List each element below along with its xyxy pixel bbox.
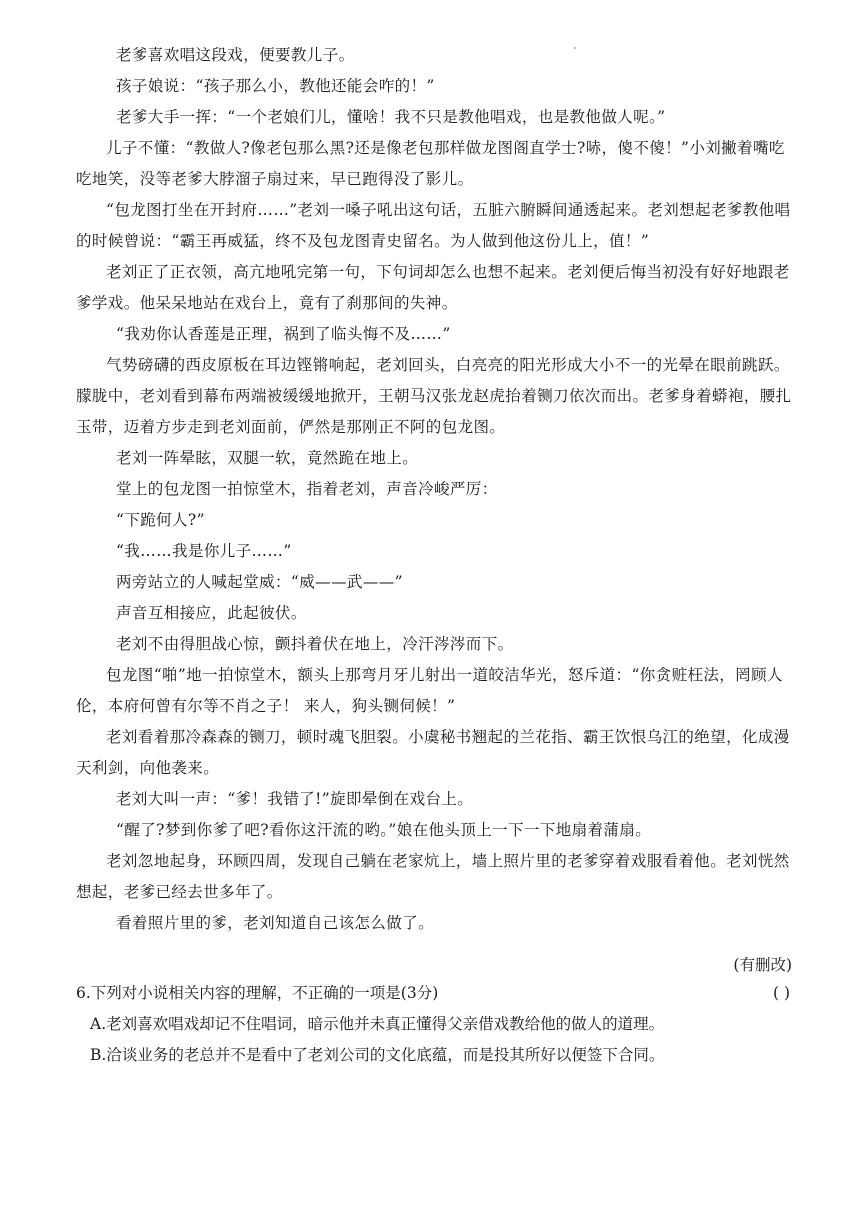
- question-stem: [76, 978, 796, 1009]
- story-paragraph: 老刘不由得胆战心惊，颤抖着伏在地上，冷汗涔涔而下。: [116, 635, 514, 653]
- story-paragraph: 老刘正了正衣领，高亢地吼完第一句，下句词却怎么也想不起来。老刘便后悔当初没有好好地跟老爹学戏。他呆呆地站在戏台上，竟有了刹那间的失神。: [76, 263, 790, 312]
- story-paragraph: 包龙图“啪”地一拍惊堂木，额头上那弯月牙儿射出一道皎洁华光，怒斥道：“你贪赃枉法，罔顾人伦，本府何曾有尔等不肖之子！ 来人，狗头铡伺候！”: [76, 666, 783, 715]
- story-paragraph: 老刘大叫一声：“爹！我错了!”旋即晕倒在戏台上。: [116, 790, 474, 808]
- story-paragraph: 孩子娘说：“孩子那么小，教他还能会咋的！”: [116, 77, 435, 95]
- question-6: [76, 978, 796, 1071]
- option-b: B.洽谈业务的老总并不是看中了老刘公司的文化底蕴，而是投其所好以便签下合同。: [90, 1046, 665, 1064]
- story-paragraph: 堂上的包龙图一拍惊堂木，指着老刘，声音冷峻严厉：: [116, 480, 498, 498]
- story-paragraph: “醒了?梦到你爹了吧?看你这汗流的哟。”娘在他头顶上一下一下地扇着蒲扇。: [116, 821, 652, 839]
- answer-bracket: ( ): [772, 984, 790, 1002]
- story-paragraph: 老刘看着那冷森森的铡刀，顿时魂飞胆裂。小虞秘书翘起的兰花指、霸王饮恨乌江的绝望，化成漫天利剑，向他袭来。: [76, 728, 790, 777]
- question-stem-text: 6.下列对小说相关内容的理解，不正确的一项是(3分): [76, 984, 439, 1002]
- story-paragraph: “我劝你认香莲是正理，祸到了临头悔不及……”: [116, 325, 451, 343]
- option-a: A.老刘喜欢唱戏却记不住唱词，暗示他并未真正懂得父亲借戏教给他的做人的道理。: [90, 1015, 665, 1033]
- story-paragraph: 儿子不懂：“教做人?像老包那么黑?还是像老包那样做龙图阁直学士?哧，傻不傻！”小刘撇着嘴吃吃地笑，没等老爹大脖溜子扇过来，早已跑得没了影儿。: [76, 139, 785, 188]
- story-paragraph: 声音互相接应，此起彼伏。: [116, 604, 307, 622]
- story-paragraph: 看着照片里的爹，老刘知道自己该怎么做了。: [116, 914, 435, 932]
- story-text: [0, 40, 860, 939]
- story-paragraph: 老爹大手一挥：“一个老娘们儿，懂啥！我不只是教他唱戏，也是教他做人呢。”: [116, 108, 666, 126]
- story-paragraph: 两旁站立的人喊起堂威：“威——武——”: [116, 573, 403, 591]
- story-paragraph: “包龙图打坐在开封府……”老刘一嗓子吼出这句话，五脏六腑瞬间通透起来。老刘想起老爹教他唱的时候曾说：“霸王再威猛，终不及包龙图青史留名。为人做到他这份儿上，值！”: [76, 201, 791, 250]
- story-paragraph: 气势磅礴的西皮原板在耳边铿锵响起，老刘回头，白亮亮的阳光形成大小不一的光晕在眼前跳跃。朦胧中，老刘看到幕布两端被缓缓地掀开，王朝马汉张龙赵虎抬着铡刀依次而出。老爹身着蟒袍，腰扎玉带，迈着方步走到老刘面前，俨然是那刚正不阿的包龙图。: [76, 356, 792, 436]
- story-paragraph: “下跪何人?”: [116, 511, 205, 529]
- story-paragraph: 老刘忽地起身，环顾四周，发现自己躺在老家炕上，墙上照片里的老爹穿着戏服看着他。老刘恍然想起，老爹已经去世多年了。: [76, 852, 790, 901]
- story-paragraph: “我……我是你儿子……”: [116, 542, 292, 560]
- story-paragraph: 老爹喜欢唱这段戏，便要教儿子。: [116, 46, 355, 64]
- story-paragraph: 老刘一阵晕眩，双腿一软，竟然跪在地上。: [116, 449, 419, 467]
- edit-note: (有删改): [733, 956, 792, 974]
